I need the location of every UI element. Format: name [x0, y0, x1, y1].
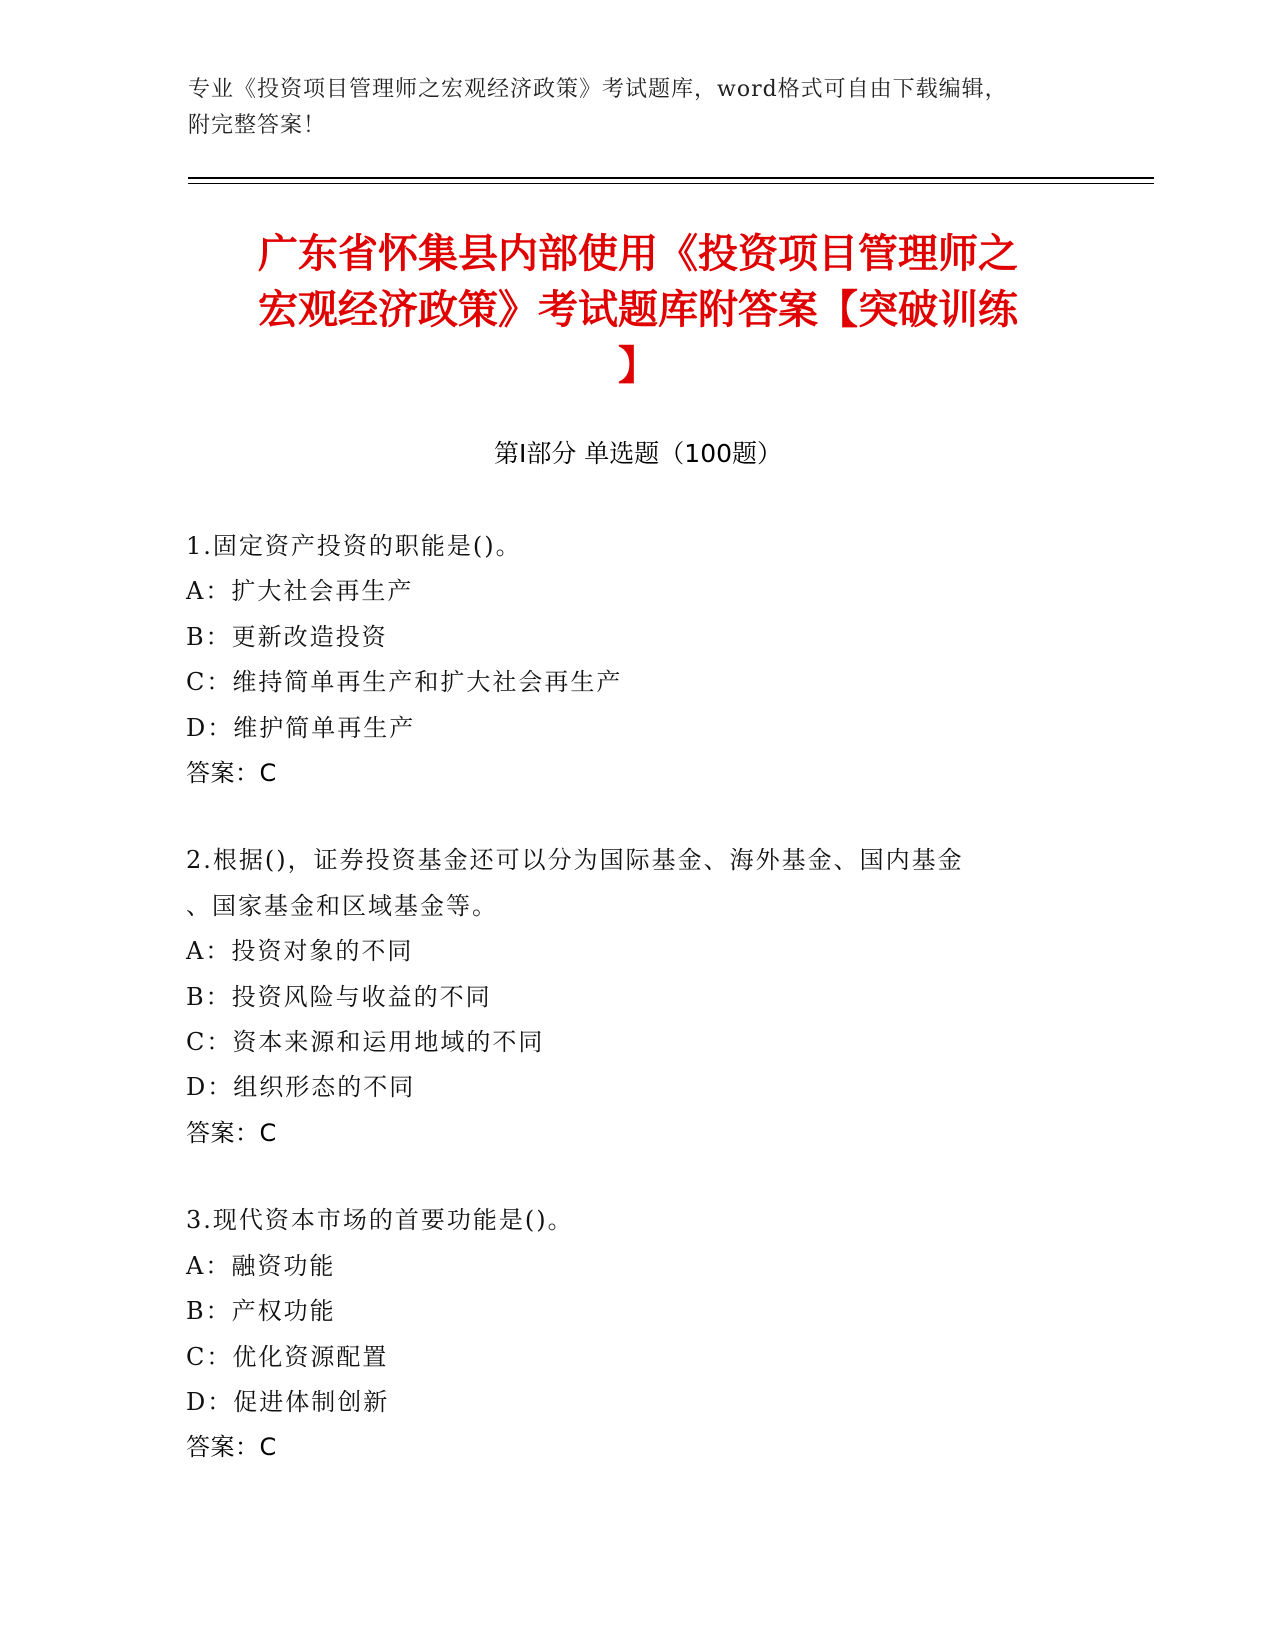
intro-line-1: 专业《投资项目管理师之宏观经济政策》考试题库，word格式可自由下载编辑， [188, 77, 1008, 102]
question-1 [186, 524, 1066, 796]
question-3 [186, 1198, 1066, 1470]
option-d: D：维护简单再生产 [186, 713, 416, 742]
question-stem: 2.根据()，证券投资基金还可以分为国际基金、海外基金、国内基金 [186, 846, 964, 875]
option-b: B：产权功能 [186, 1297, 336, 1326]
question-stem: 1.固定资产投资的职能是()。 [186, 532, 522, 560]
question-stem-continued: 、国家基金和区域基金等。 [186, 891, 498, 920]
option-b: B：投资风险与收益的不同 [186, 982, 492, 1011]
title-line-2: 宏观经济政策》考试题库附答案【突破训练 [258, 287, 1018, 333]
header-divider-thin [188, 183, 1154, 184]
question-2 [186, 838, 1066, 1156]
header-divider-thick [188, 177, 1154, 179]
answer-line: 答案：C [186, 1433, 277, 1462]
option-c: C：优化资源配置 [186, 1342, 389, 1371]
intro-line-2: 附完整答案！ [188, 113, 327, 138]
question-stem: 3.现代资本市场的首要功能是()。 [186, 1206, 574, 1235]
answer-line: 答案：C [186, 1118, 277, 1147]
document-title [188, 226, 1088, 394]
title-line-3: 】 [618, 343, 658, 389]
option-c: C：维持简单再生产和扩大社会再生产 [186, 668, 623, 697]
option-a: A：投资对象的不同 [186, 937, 414, 966]
answer-line: 答案：C [186, 759, 277, 788]
section-heading: 第Ⅰ部分 单选题（100题） [493, 439, 783, 468]
option-d: D：促进体制创新 [186, 1387, 390, 1416]
title-line-1: 广东省怀集县内部使用《投资项目管理师之 [258, 231, 1018, 277]
option-a: A：扩大社会再生产 [186, 577, 414, 606]
option-a: A：融资功能 [186, 1251, 336, 1280]
intro-text [188, 72, 1068, 144]
question-list [186, 524, 1066, 1513]
option-b: B：更新改造投资 [186, 622, 388, 651]
option-d: D：组织形态的不同 [186, 1073, 416, 1102]
option-c: C：资本来源和运用地域的不同 [186, 1028, 545, 1057]
